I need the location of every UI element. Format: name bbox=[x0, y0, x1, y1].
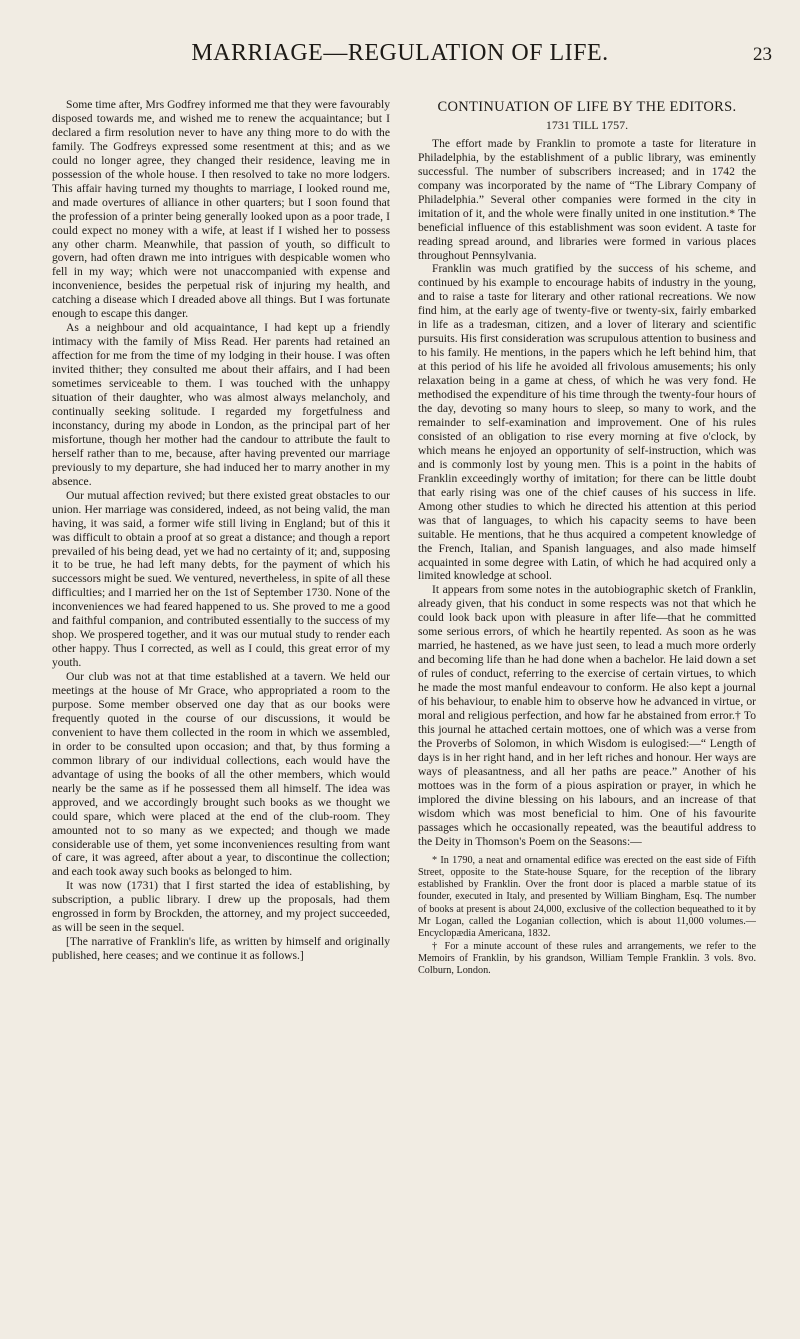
paragraph: Our mutual affection revived; but there existed great obstacles to our union. Her marriage was considered, indeed, as not being valid, the man having, it was said, a former wife still living in England; but of this it was difficult to obtain a proof at so great a distance; and though a report prevailed of his being dead, yet we had no certainty of it; and, supposing it to be true, he had left many debts, for the payment of which his successors might be sued. We ventured, nevertheless, in spite of all these difficulties; and I married her on the 1st of September 1730. None of the inconveniences we had feared happened to us. She proved to me a good and faithful companion, and contributed essentially to the success of my shop. We prospered together, and it was our mutual study to render each other happy. Thus I corrected, as well as I could, this great error of my youth. bbox=[52, 488, 390, 670]
section-heading: CONTINUATION OF LIFE BY THE EDITORS. bbox=[437, 99, 737, 115]
paragraph: As a neighbour and old acquaintance, I had kept up a friendly intimacy with the family of Miss Read. Her parents had retained an affection for me from the time of my lodging in their house. I was often invited thither; they consulted me about their affairs, and I had been sometimes serviceable to them. I was touched with the unhappy situation of their daughter, who was almost always melancholy, and continually seeking solitude. I regarded my forgetfulness and inconstancy, during my abode in London, as the principal part of her misfortune, though her mother had the candour to attribute the fault to herself rather than to me, because, after having prevented our marriage previously to my departure, she had induced her to marry another in my absence. bbox=[52, 321, 390, 488]
paragraph: Franklin was much gratified by the success of his scheme, and continued by his example to encourage habits of industry in the young, and to raise a taste for literary and other rational recreations. We now find him, at the early age of twenty-five or twenty-six, fairly embarked in life as a tradesman, citizen, and a lover of literary and scientific pursuits. His first consideration was scrupulous attention to business and to his family. He mentions, in the papers which he left behind him, that at this period of his life he avoided all frivolous amusements; his only relaxation being in a game at chess, of which he was very fond. He methodised the expenditure of his time through the twenty-four hours of the day, devoting so many hours to sleep, so many to work, and the remainder to self-examination and improvement. One of his rules consisted of an obligation to rise every morning at five o'clock, by which means he enjoyed an opportunity of self-instruction, which was and is commonly lost by young men. This is a point in the habits of Franklin exceedingly worthy of imitation; for there can be little doubt that early rising was one of the chief causes of his success in life. Among other studies to which he directed his attention at this period was that of languages, to which his capacity seems to have been suitable. He mentions, that he thus acquired a competent knowledge of the French, Italian, and Spanish languages, and also made himself acquainted in some degree with Latin, of which he had acquired only a limited knowledge at school. bbox=[418, 262, 756, 583]
paragraph: It appears from some notes in the autobiographic sketch of Franklin, already given, that his conduct in some respects was not that which he could look back upon with pleasure in after life—that he committed some serious errors, of which he heartily repented. As soon as he was married, he hastened, as we have just seen, to lead a much more orderly and becoming life than he had done when a bachelor. He laid down a set of rules of conduct, referring to the exercise of certain virtues, to which he made the most manful endeavour to conform. He also kept a journal of his behaviour, to enable him to observe how he advanced in virtue, or moral and religious perfection, and how far he abstained from error.† To this journal he attached certain mottoes, one of which was a verse from the Proverbs of Solomon, in which Wisdom is eulogised:—“ Length of days is in her right hand, and in her left riches and honour. Her ways are ways of pleasantness, and all her paths are peace.” Another of his mottoes was in the form of a pious aspiration or prayer, in which he implored the divine blessing on his labours, and an increase of that wisdom which was most beneficial to him. One of his favourite passages which he occasionally repeated, was the beautiful address to the Deity in Thomson's Poem on the Seasons:— bbox=[418, 583, 756, 848]
left-column bbox=[52, 98, 390, 963]
footnote: † For a minute account of these rules and arrangements, we refer to the Memoirs of Franklin, by his grandson, William Temple Franklin. 3 vols. 8vo. Colburn, London. bbox=[418, 940, 756, 977]
footnote: * In 1790, a neat and ornamental edifice was erected on the east side of Fifth Street, opposite to the State-house Square, for the reception of the library established by Franklin. Over the front door is placed a marble statue of its founder, executed in Italy, and presented by William Bingham, Esq. The number of books at present is about 24,000, exclusive of the collection bequeathed to it by Mr Logan, called the Loganian collection, which is about 11,000 volumes.—Encyclopædia Americana, 1832. bbox=[418, 854, 756, 940]
paragraph: It was now (1731) that I first started the idea of establishing, by subscription, a public library. I drew up the proposals, had them engrossed in form by Brockden, the attorney, and my project succeeded, as will be seen in the sequel. bbox=[52, 879, 390, 935]
section-subheading: 1731 TILL 1757. bbox=[545, 117, 629, 132]
paragraph: The effort made by Franklin to promote a taste for literature in Philadelphia, by the establishment of a public library, was eminently successful. The number of subscribers increased; and in 1742 the company was incorporated by the name of “The Library Company of Philadelphia.” Several other companies were formed in the city in imitation of it, and the whole were finally united in one institution.* The beneficial influence of this establishment was soon evident. A taste for reading spread around, and libraries were formed in various places throughout Pennsylvania. bbox=[418, 136, 756, 262]
paragraph: Our club was not at that time established at a tavern. We held our meetings at the house of Mr Grace, who appropriated a room to the purpose. Some member observed one day that as our books were frequently quoted in the course of our discussions, it would be convenient to have them collected in the room in which we assembled, in order to be consulted upon occasion; and that, by thus forming a common library of our individual collections, each would have the advantage of using the books of all the other members, which would nearly be the same as if he possessed them all himself. The idea was approved, and we accordingly brought such books as we thought we could spare, which were placed at the end of the club-room. They amounted not to so many as we expected; and though we made considerable use of them, yet some inconveniences resulting from want of care, it was agreed, after about a year, to discontinue the collection; and each took away such books as belonged to him. bbox=[52, 670, 390, 879]
running-title: MARRIAGE—REGULATION OF LIFE. bbox=[191, 40, 609, 66]
right-column bbox=[418, 98, 756, 977]
page-number: 23 bbox=[753, 44, 772, 65]
paragraph: Some time after, Mrs Godfrey informed me that they were favourably disposed towards me, and wished me to renew the acquaintance; but I declared a firm resolution never to have any thing more to do with the family. The Godfreys expressed some resentment at this; and as we could no longer agree, they changed their residence, leaving me in possession of the whole house. I then resolved to take no more lodgers. This affair having turned my thoughts to marriage, I looked round me, and made overtures of alliance in other quarters; but I soon found that the profession of a printer being generally looked upon as a poor trade, I could expect no money with a wife, at least if I wished her to possess any other charm. Meanwhile, that passion of youth, so difficult to govern, had often drawn me into intrigues with despicable women who fell in my way; which were not unaccompanied with expense and inconvenience, besides the perpetual risk of injuring my health, and catching a disease which I dreaded above all things. But I was fortunate enough to escape this danger. bbox=[52, 98, 390, 321]
paragraph: [The narrative of Franklin's life, as written by himself and originally published, here ceases; and we continue it as follows.] bbox=[52, 935, 390, 963]
